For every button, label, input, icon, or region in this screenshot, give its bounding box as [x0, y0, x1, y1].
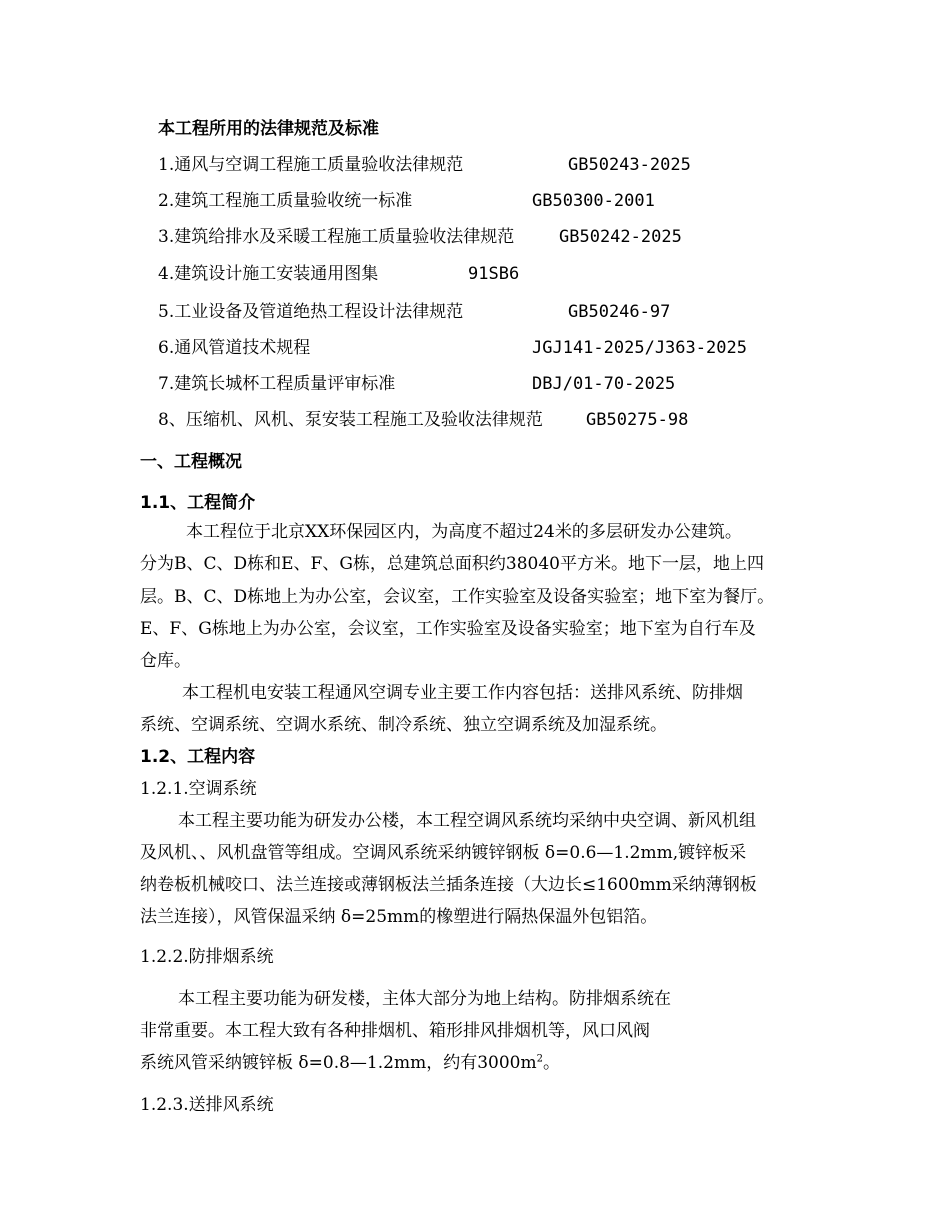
paragraph-line: 非常重要。本工程大致有各种排烟机、箱形排风排烟机等，风口风阀: [140, 1021, 650, 1041]
paragraph-line: 分为B、C、D栋和E、F、G栋，总建筑总面积约38040平方米。地下一层，地上四: [140, 554, 764, 574]
standard-item: [158, 154, 463, 176]
standard-item: [158, 301, 463, 323]
standard-name: 4.建筑设计施工安装通用图集: [158, 264, 379, 284]
paragraph-line: 本工程位于北京XX环保园区内，为高度不超过24米的多层研发办公建筑。: [186, 522, 742, 542]
standards-title: 本工程所用的法律规范及标准: [158, 119, 379, 139]
paragraph-line: [140, 1052, 560, 1074]
standard-code: JGJ141-2025/J363-2025: [532, 338, 747, 358]
paragraph-line: 仓库。: [140, 651, 191, 671]
standard-name: 6.通风管道技术规程: [158, 338, 311, 358]
paragraph-line: 本工程机电安装工程通风空调专业主要工作内容包括：送排风系统、防排烟: [182, 683, 743, 703]
standard-code: GB50243-2025: [568, 155, 691, 175]
standard-item: [158, 373, 395, 395]
standard-code: GB50300-2001: [532, 191, 655, 211]
subsubsection-heading: 1.2.2.防排烟系统: [140, 947, 274, 967]
paragraph-line: 纳卷板机械咬口、法兰连接或薄钢板法兰插条连接（大边长≤1600mm采纳薄钢板: [140, 875, 757, 895]
section-heading: 一、工程概况: [140, 452, 242, 472]
paragraph-line: 及风机、、风机盘管等组成。空调风系统采纳镀锌钢板 δ=0.6—1.2mm,镀锌板采: [140, 843, 747, 863]
paragraph-line: 本工程主要功能为研发楼，主体大部分为地上结构。防排烟系统在: [178, 989, 671, 1009]
standard-name: 2.建筑工程施工质量验收统一标准: [158, 191, 413, 211]
standard-code: GB50275-98: [586, 410, 689, 430]
standard-name: 5.工业设备及管道绝热工程设计法律规范: [158, 302, 464, 322]
standard-name: 3.建筑给排水及采暖工程施工质量验收法律规范: [158, 227, 515, 247]
subsection-heading: 1.1、工程简介: [140, 493, 256, 513]
standard-item: [158, 263, 378, 285]
standard-name: 8、压缩机、风机、泵安装工程施工及验收法律规范: [158, 410, 543, 430]
paragraph-line: 法兰连接），风管保温采纳 δ=25mm的橡塑进行隔热保温外包铝箔。: [140, 907, 658, 927]
standard-item: [158, 190, 412, 212]
paragraph-line: E、F、G栋地上为办公室，会议室，工作实验室及设备实验室；地下室为自行车及: [140, 619, 756, 639]
paragraph-line: 系统、空调系统、空调水系统、制冷系统、独立空调系统及加湿系统。: [140, 715, 667, 735]
standard-code: GB50246-97: [568, 302, 671, 322]
paragraph-tail: 。: [542, 1053, 560, 1073]
standard-code: GB50242-2025: [559, 227, 682, 247]
standard-name: 1.通风与空调工程施工质量验收法律规范: [158, 155, 464, 175]
paragraph-text: 系统风管采纳镀锌板 δ=0.8—1.2mm，约有3000m: [140, 1053, 537, 1073]
standard-item: [158, 409, 543, 431]
standard-name: 7.建筑长城杯工程质量评审标准: [158, 374, 396, 394]
subsubsection-heading: 1.2.3.送排风系统: [140, 1095, 274, 1115]
subsection-heading: 1.2、工程内容: [140, 747, 256, 767]
standard-code: 91SB6: [468, 264, 520, 284]
subsubsection-heading: 1.2.1.空调系统: [140, 779, 257, 799]
standard-code: DBJ/01-70-2025: [532, 374, 676, 394]
superscript: 2: [536, 1053, 543, 1065]
standard-item: [158, 337, 310, 359]
standard-item: [158, 226, 514, 248]
paragraph-line: 层。B、C、D栋地上为办公室，会议室，工作实验室及设备实验室；地下室为餐厅。: [140, 587, 775, 607]
paragraph-line: 本工程主要功能为研发办公楼，本工程空调风系统均采纳中央空调、新风机组: [178, 811, 756, 831]
